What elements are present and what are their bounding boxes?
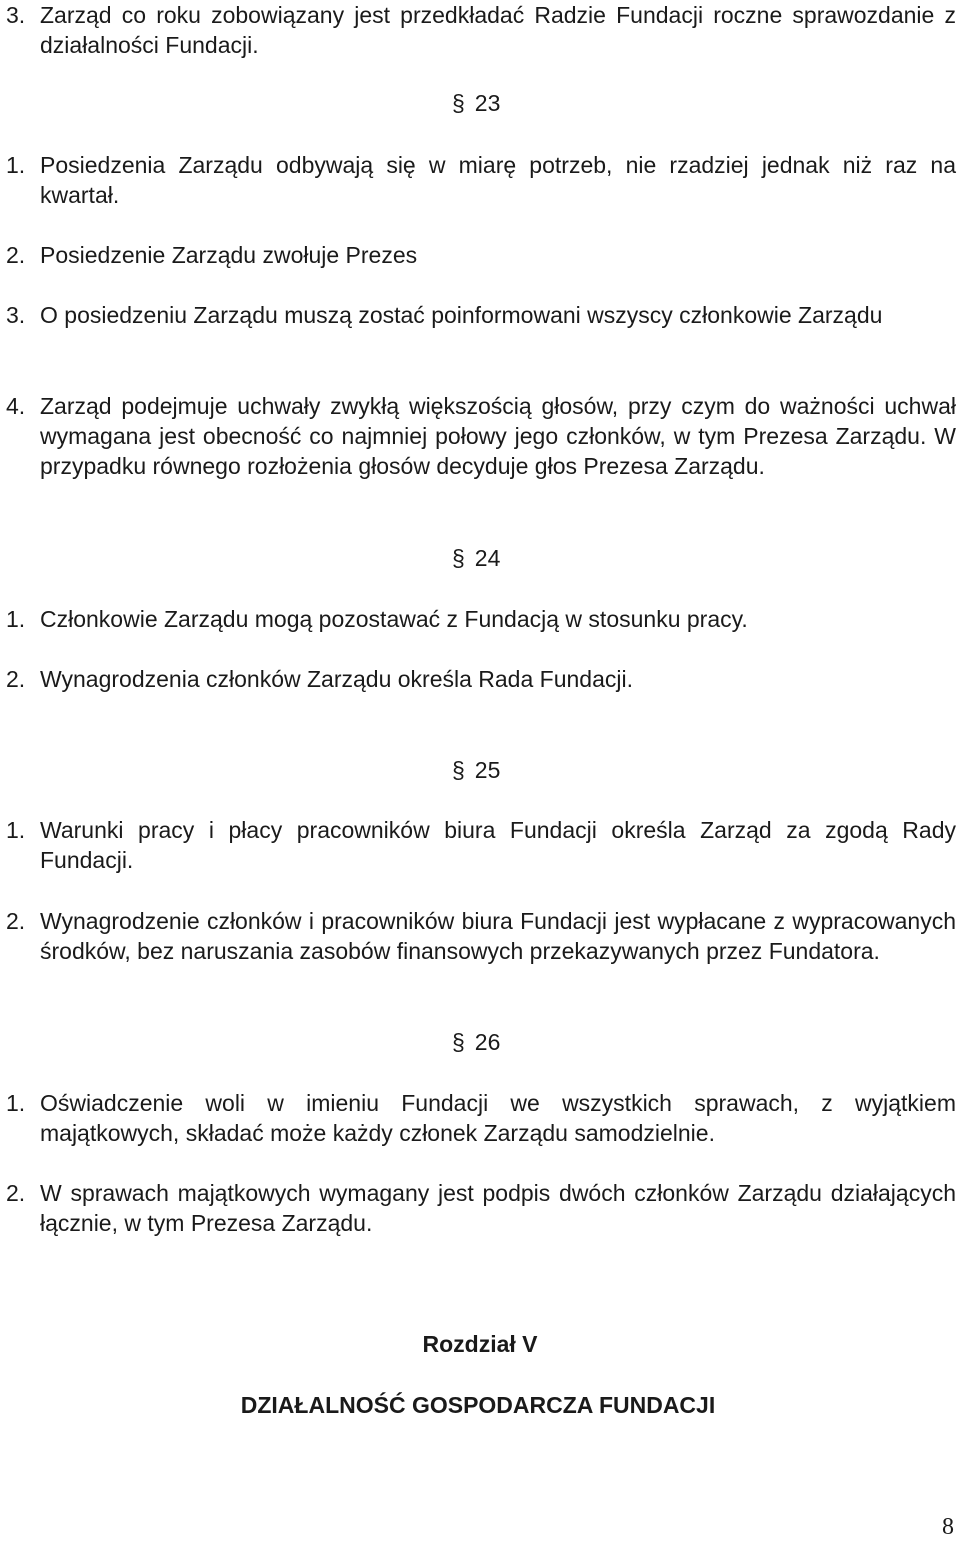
paragraph-text: Warunki pracy i płacy pracowników biura Fundacji określa Zarząd za zgodą Rady Fundacji. <box>40 817 956 873</box>
paragraph-property-matters <box>6 1178 956 1238</box>
section-number: 23 <box>474 90 501 116</box>
paragraph-number: 2. <box>6 666 26 692</box>
paragraph-text: Wynagrodzenie członków i pracowników biura Fundacji jest wypłacane z wypracowanych środków, bez naruszania zasobów finansowych przekazywanych przez Fundatora. <box>40 908 956 964</box>
paragraph-working-conditions <box>6 815 956 875</box>
paragraph-text: Posiedzenie Zarządu zwołuje Prezes <box>40 242 418 268</box>
paragraph-text: Zarząd podejmuje uchwały zwykłą większością głosów, przy czym do ważności uchwał wymagana jest obecność co najmniej połowy jego członków, w tym Prezesa Zarządu. W przypadku równego rozłożenia głosów decyduje głos Prezesa Zarządu. <box>40 393 956 479</box>
chapter-heading: Rozdział V <box>422 1331 538 1357</box>
section-heading-23 <box>452 88 500 118</box>
paragraph-text: Wynagrodzenia członków Zarządu określa Rada Fundacji. <box>40 666 633 692</box>
section-symbol: § <box>452 90 465 116</box>
paragraph-number: 1. <box>6 817 26 843</box>
paragraph-text: O posiedzeniu Zarządu muszą zostać poinformowani wszyscy członkowie Zarządu <box>40 302 883 328</box>
paragraph-resolutions <box>6 391 956 481</box>
paragraph-text: Posiedzenia Zarządu odbywają się w miarę potrzeb, nie rzadziej jednak niż raz na kwartał. <box>40 152 956 208</box>
paragraph-number: 4. <box>6 393 26 419</box>
section-symbol: § <box>452 757 465 783</box>
paragraph-text: W sprawach majątkowych wymagany jest podpis dwóch członków Zarządu działających łącznie, w tym Prezesa Zarządu. <box>40 1180 956 1236</box>
paragraph-text: Oświadczenie woli w imieniu Fundacji we wszystkich sprawach, z wyjątkiem majątkowych, składać może każdy członek Zarządu samodzielnie. <box>40 1090 956 1146</box>
paragraph-text: Członkowie Zarządu mogą pozostawać z Fundacją w stosunku pracy. <box>40 606 748 632</box>
paragraph-number: 3. <box>6 2 26 28</box>
page-number: 8 <box>942 1514 954 1540</box>
section-symbol: § <box>452 545 465 571</box>
section-number: 24 <box>474 545 501 571</box>
paragraph-annual-report <box>6 0 956 60</box>
section-heading-24 <box>452 543 500 573</box>
paragraph-number: 2. <box>6 242 26 268</box>
paragraph-employment <box>6 604 956 634</box>
paragraph-number: 3. <box>6 302 26 328</box>
paragraph-declaration-of-will <box>6 1088 956 1148</box>
section-number: 25 <box>474 757 501 783</box>
section-symbol: § <box>452 1029 465 1055</box>
section-heading-26 <box>452 1027 500 1057</box>
paragraph-number: 1. <box>6 1090 26 1116</box>
paragraph-meeting-notification <box>6 300 956 330</box>
paragraph-remuneration <box>6 664 956 694</box>
paragraph-number: 1. <box>6 152 26 178</box>
paragraph-text: Zarząd co roku zobowiązany jest przedkładać Radzie Fundacji roczne sprawozdanie z działalności Fundacji. <box>40 2 956 58</box>
section-number: 26 <box>474 1029 501 1055</box>
paragraph-salary-source <box>6 906 956 966</box>
paragraph-meeting-convened <box>6 240 956 270</box>
paragraph-number: 2. <box>6 908 26 934</box>
section-heading-25 <box>452 755 500 785</box>
paragraph-number: 2. <box>6 1180 26 1206</box>
chapter-title: DZIAŁALNOŚĆ GOSPODARCZA FUNDACJI <box>240 1392 716 1418</box>
paragraph-meetings-frequency <box>6 150 956 210</box>
paragraph-number: 1. <box>6 606 26 632</box>
